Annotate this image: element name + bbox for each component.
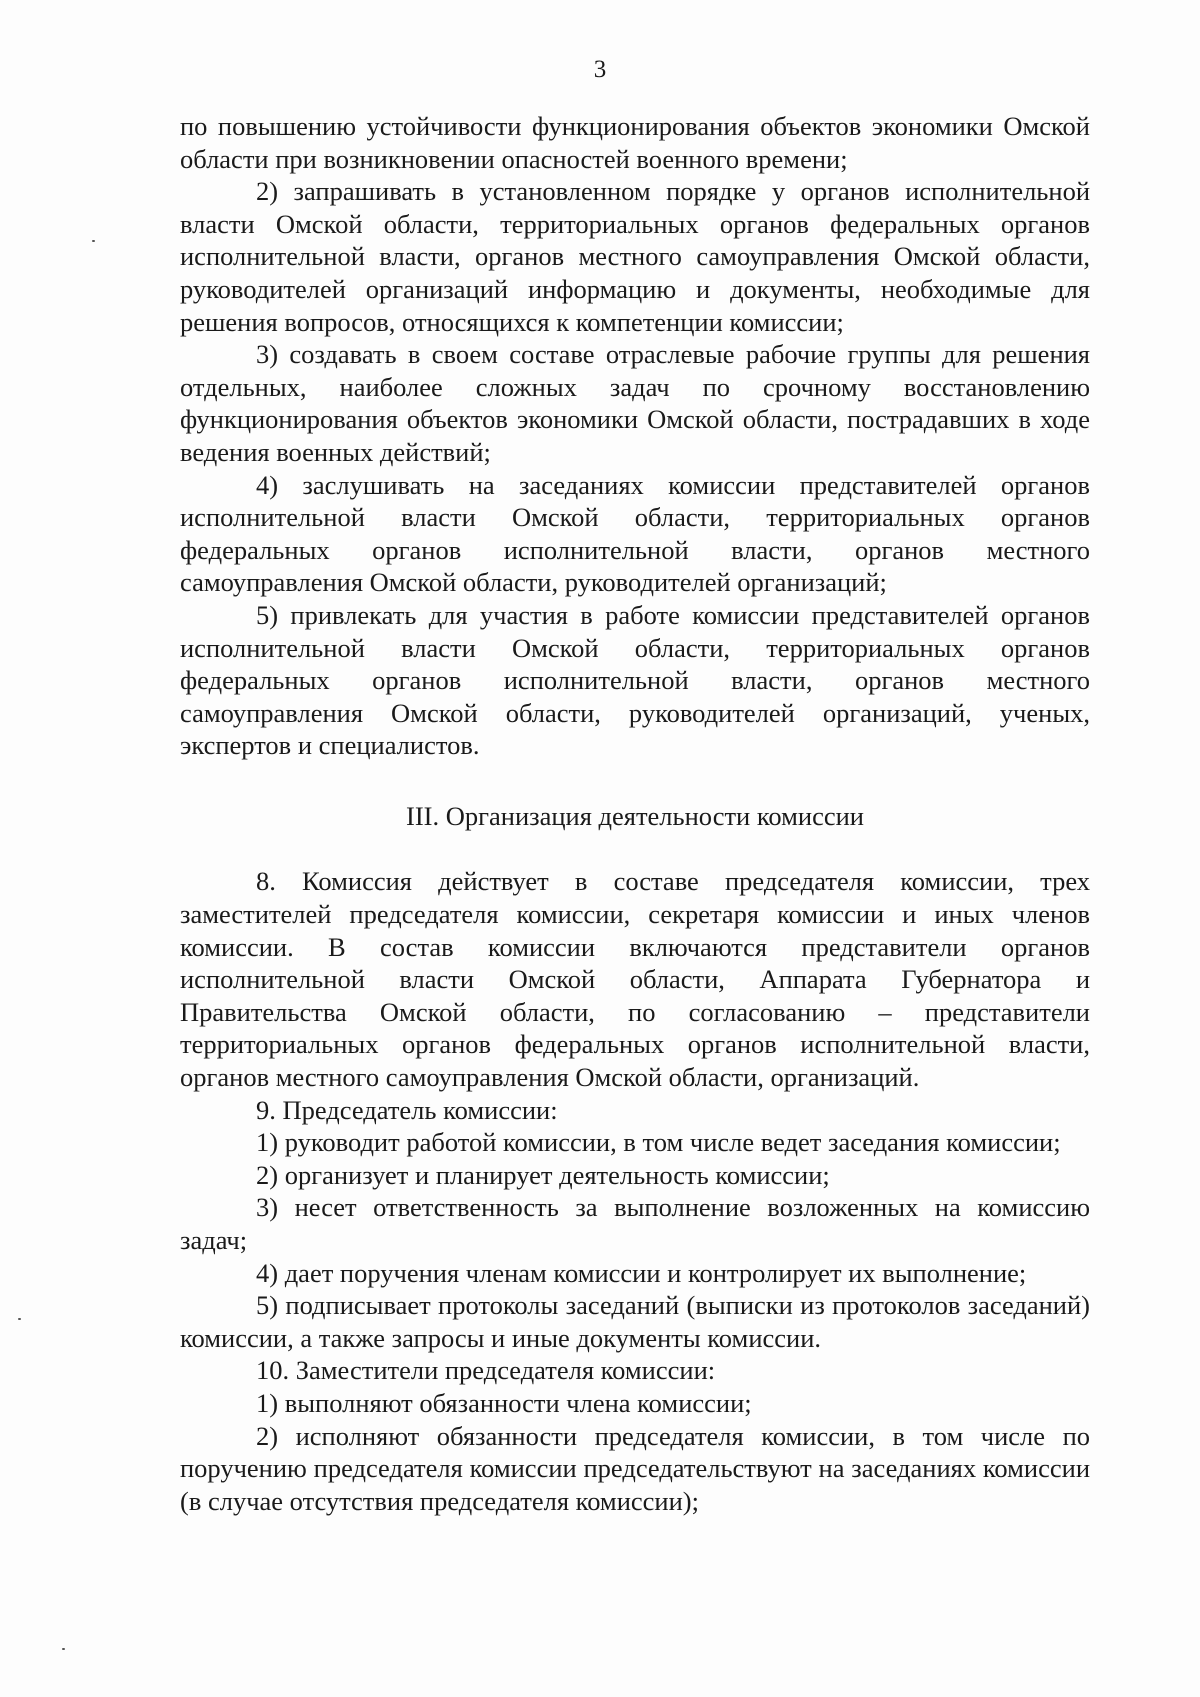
paragraph: 2) запрашивать в установленном порядке у органов исполнительной власти Омской области, территориальных органов федеральных органов исполнительной власти, органов местного самоуправления Омской области, руководителей организаций информацию и документы, необходимые для решения вопросов, относящихся к компетенции комиссии;	[180, 176, 1090, 337]
paragraph: 5) привлекать для участия в работе комиссии представителей органов исполнительной власти Омской области, территориальных органов федеральных органов исполнительной власти, органов местного самоуправления Омской области, руководителей организаций, ученых, экспертов и специалистов.	[180, 599, 1090, 761]
paragraph: 4) заслушивать на заседаниях комиссии представителей органов исполнительной власти Омской области, территориальных органов федеральных органов исполнительной власти, органов местного самоуправления Омской области, руководителей организаций;	[180, 469, 1090, 598]
paragraph: 5) подписывает протоколы заседаний (выписки из протоколов заседаний) комиссии, а также запросы и иные документы комиссии.	[180, 1290, 1090, 1353]
paragraph: 4) дает поручения членам комиссии и контролирует их выполнение;	[256, 1257, 1027, 1288]
paragraph: 9. Председатель комиссии:	[256, 1094, 558, 1125]
scan-speck	[62, 1648, 65, 1650]
paragraph: 3) несет ответственность за выполнение возложенных на комиссию задач;	[180, 1192, 1090, 1255]
scan-speck	[92, 240, 95, 242]
paragraph: 8. Комиссия действует в составе председателя комиссии, трех заместителей председателя комиссии, секретаря комиссии и иных членов комиссии. В состав комиссии включаются представители органов исполнительной власти Омской области, Аппарата Губернатора и Правительства Омской области, по согласованию – представители территориальных органов федеральных органов исполнительной власти, органов местного самоуправления Омской области, организаций.	[180, 866, 1090, 1093]
paragraph: 10. Заместители председателя комиссии:	[256, 1355, 716, 1386]
scan-speck	[18, 1318, 21, 1320]
paragraph: 3) создавать в своем составе отраслевые рабочие группы для решения отдельных, наиболее сложных задач по срочному восстановлению функционирования объектов экономики Омской области, пострадавших в ходе ведения военных действий;	[180, 339, 1090, 467]
paragraph: 2) организует и планирует деятельность комиссии;	[256, 1159, 830, 1190]
section-heading: III. Организация деятельности комиссии	[406, 800, 864, 831]
paragraph: по повышению устойчивости функционирования объектов экономики Омской области при возникновении опасностей военного времени;	[180, 111, 1090, 174]
page-number: 3	[593, 56, 607, 83]
paragraph: 2) исполняют обязанности председателя комиссии, в том числе по поручению председателя комиссии председательствуют на заседаниях комиссии (в случае отсутствия председателя комиссии);	[180, 1420, 1090, 1516]
paragraph: 1) выполняют обязанности члена комиссии;	[256, 1387, 752, 1418]
paragraph: 1) руководит работой комиссии, в том числе ведет заседания комиссии;	[256, 1127, 1061, 1158]
document-body	[180, 110, 1090, 1517]
